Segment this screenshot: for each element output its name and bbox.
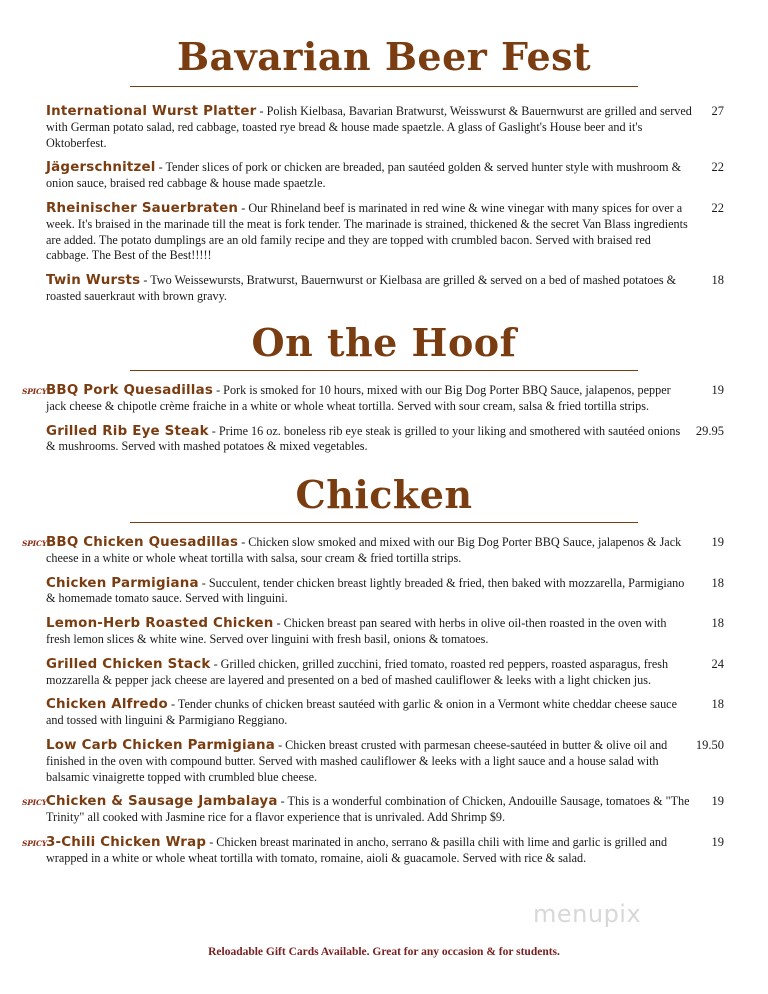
item-description: - This is a wonderful combination of Chicken, Andouille Sausage, tomatoes & "The Trinity" all cooked with Jasmine rice for a flavor experience that is unrivaled. Add Shrimp $9.	[46, 794, 690, 825]
menu-item	[22, 834, 724, 867]
item-price: 19.50	[695, 737, 724, 752]
item-name: BBQ Pork Quesadillas	[46, 383, 214, 398]
spicy-badge: SPICY	[22, 838, 47, 848]
item-description: - Tender slices of pork or chicken are breaded, pan sautéed golden & served hunter style with mushroom & onion sauce, braised red cabbage & house made spaetzle.	[46, 160, 682, 191]
item-description: - Chicken breast marinated in ancho, serrano & pasilla chili with lime and garlic is grilled and wrapped in a white or whole wheat tortilla with tomato, romaine, aioli & guacamole. Served with rice & salad.	[46, 834, 668, 865]
item-name: Twin Wursts	[46, 273, 141, 289]
item-name: Chicken Alfredo	[46, 697, 168, 713]
item-name: Chicken Parmigiana	[46, 575, 199, 591]
menu-item	[46, 575, 724, 608]
menu-item	[46, 273, 724, 305]
item-price: 19	[711, 383, 724, 397]
item-name: BBQ Chicken Quesadillas	[46, 535, 239, 550]
menu-item	[46, 656, 724, 689]
menu-item	[46, 104, 724, 151]
section-title: Bavarian Beer Fest	[176, 34, 592, 79]
item-description: - Chicken breast crusted with parmesan cheese-sautéed in butter & olive oil and finished in the oven with compound butter. Served with mashed cauliflower & leeks with a light sauce and a house salad with balsamic vinaigrette topped with crumbled blue cheese.	[46, 737, 668, 784]
footer-note: Reloadable Gift Cards Available. Great for any occasion & for students.	[208, 946, 560, 958]
item-price: 19	[711, 535, 724, 549]
section-bavarian-beer-fest	[0, 34, 768, 305]
item-price: 27	[711, 104, 724, 118]
menu-item	[46, 737, 724, 785]
spicy-badge: SPICY	[22, 387, 47, 396]
item-price: 29.95	[695, 423, 724, 438]
spicy-badge: SPICY	[22, 798, 47, 808]
section-on-the-hoof	[0, 320, 768, 455]
spicy-badge: SPICY	[22, 539, 47, 548]
watermark-logo: menupix	[533, 900, 642, 928]
item-name: Grilled Rib Eye Steak	[46, 423, 209, 439]
item-name: Chicken & Sausage Jambalaya	[46, 794, 278, 810]
menu-item	[22, 794, 724, 826]
item-price: 22	[711, 200, 724, 215]
item-description: - Succulent, tender chicken breast lightly breaded & fried, then baked with mozzarella, Parmigiano & homemade tomato sauce. Served with linguini.	[46, 575, 685, 606]
menu-item	[46, 697, 724, 729]
item-description: - Two Weissewursts, Bratwurst, Bauernwurst or Kielbasa are grilled & served on a bed of mashed potatoes & roasted sauerkraut with brown gravy.	[46, 273, 677, 303]
item-price: 22	[711, 160, 724, 175]
item-description: - Polish Kielbasa, Bavarian Bratwurst, Weisswurst & Bauernwurst are grilled and served with German potato salad, red cabbage, toasted rye bread & house made spaetzle. A glass of Gaslight's House beer and it's Oktoberfest.	[46, 104, 692, 150]
section-title: Chicken	[295, 472, 473, 517]
item-price: 19	[711, 794, 724, 809]
section-divider	[130, 86, 638, 87]
section-divider	[130, 522, 638, 523]
menu-item	[46, 423, 724, 456]
menu-item	[46, 616, 724, 648]
item-name: International Wurst Platter	[46, 104, 257, 119]
item-description: - Grilled chicken, grilled zucchini, fried tomato, roasted red peppers, roasted asparagus, fresh mozzarella & pepper jack cheese are layered and presented on a bed of mashed cauliflower & leeks with a light chicken jus.	[46, 656, 669, 687]
item-price: 18	[711, 616, 724, 631]
item-price: 24	[711, 656, 724, 671]
item-description: - Chicken slow smoked and mixed with our Big Dog Porter BBQ Sauce, jalapenos & Jack cheese in a white or whole wheat tortilla with salsa, sour cream & fried tortilla strips.	[46, 535, 682, 565]
section-divider	[130, 370, 638, 371]
item-description: - Chicken breast pan seared with herbs in olive oil-then roasted in the oven with fresh lemon slices & white wine. Served over linguini with fresh basil, onions & tomatoes.	[46, 616, 667, 646]
item-name: Jägerschnitzel	[46, 160, 156, 176]
item-price: 18	[711, 575, 724, 590]
item-price: 18	[711, 697, 724, 712]
item-name: Rheinischer Sauerbraten	[46, 200, 239, 216]
menu-item	[22, 535, 724, 567]
item-name: Lemon-Herb Roasted Chicken	[46, 616, 274, 632]
item-name: Low Carb Chicken Parmigiana	[46, 737, 276, 753]
menu-item	[22, 383, 724, 415]
section-title: On the Hoof	[251, 320, 517, 365]
item-price: 18	[711, 273, 724, 288]
item-name: Grilled Chicken Stack	[46, 656, 211, 672]
item-price: 19	[711, 834, 724, 849]
section-chicken	[0, 472, 768, 867]
item-description: - Our Rhineland beef is marinated in red wine & wine vinegar with many spices for over a week. It's braised in the marinade till the meat is fork tender. The marinade is strained, thickened & the secret Van Blass ingredients are added. The potato dumplings are an old family recipe and they are topped with crumbled bacon. Served with braised red cabbage. The Best of the Best!!!!!	[46, 200, 688, 263]
menu-item	[46, 200, 724, 264]
item-description: - Pork is smoked for 10 hours, mixed with our Big Dog Porter BBQ Sauce, jalapenos, pepper jack cheese & chipotle crème fraiche in a white or whole wheat tortilla. Served with sour cream, salsa & fried tortilla strips.	[46, 383, 671, 413]
menu-item	[46, 160, 724, 192]
item-description: - Tender chunks of chicken breast sautéed with garlic & onion in a Vermont white cheddar cheese sauce and tossed with linguini & Parmigiano Reggiano.	[46, 697, 678, 728]
item-name: 3-Chili Chicken Wrap	[46, 834, 207, 850]
item-description: - Prime 16 oz. boneless rib eye steak is grilled to your liking and smothered with sautéed onions & mushrooms. Served with mashed potatoes & mixed vegetables.	[46, 423, 681, 454]
